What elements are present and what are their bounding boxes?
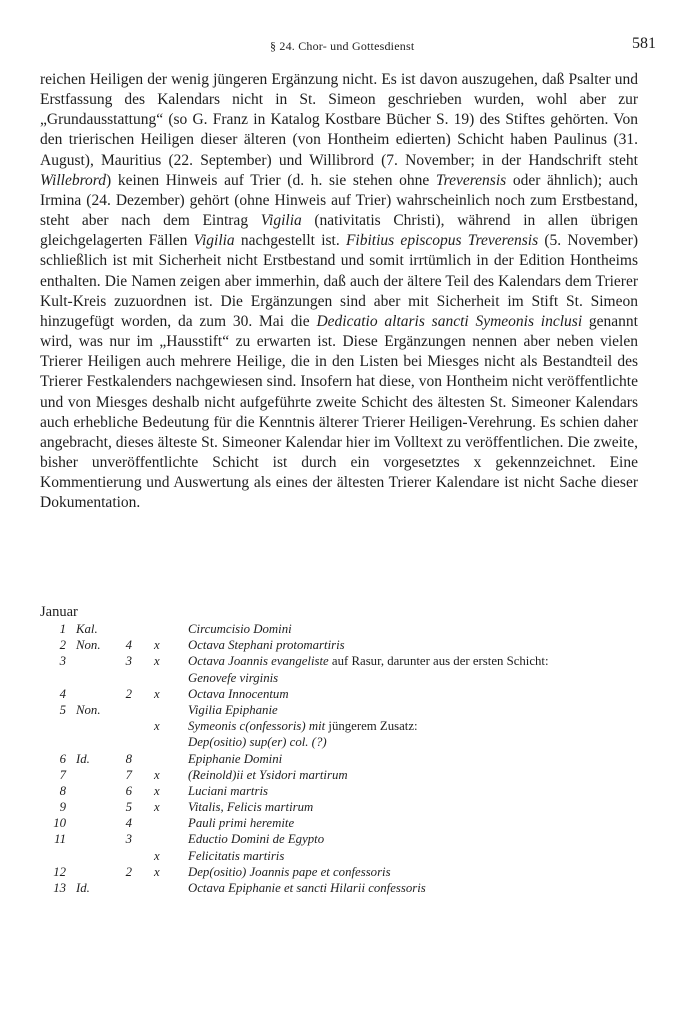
calendar-count: 6 (125, 783, 132, 798)
italic-text: Vitalis, Felicis martirum (188, 800, 314, 815)
calendar-entry (188, 768, 348, 783)
italic-text: Circumcisio Domini (188, 622, 292, 636)
second-layer-marker: x (154, 848, 160, 863)
second-layer-marker: x (154, 783, 160, 798)
italic-text: Willebrord (40, 171, 107, 189)
italic-text: Pauli primi heremite (188, 816, 295, 831)
calendar-count: 2 (125, 686, 132, 701)
calendar-table (0, 622, 700, 897)
calendar-day-number: 9 (59, 800, 66, 815)
italic-text: Octava Innocentum (188, 686, 289, 701)
second-layer-marker: x (154, 800, 160, 815)
italic-text: Octava Joannis evangeliste (188, 654, 329, 669)
calendar-roman-date: Non. (76, 638, 101, 653)
calendar-row (0, 735, 700, 751)
italic-text: Dedicatio altaris sancti Symeonis inclusi (316, 312, 583, 330)
calendar-count: 3 (125, 654, 132, 669)
italic-text: Fibitius episcopus Treverensis (345, 232, 539, 250)
body-text (40, 70, 638, 513)
second-layer-marker: x (154, 864, 160, 879)
italic-text: Felicitatis martiris (188, 848, 285, 863)
month-label: Januar (40, 604, 78, 620)
calendar-row (0, 832, 700, 848)
second-layer-marker: x (154, 686, 160, 701)
calendar-row (0, 703, 700, 719)
text-run: nachgestellt ist. (234, 232, 346, 250)
calendar-row (0, 687, 700, 703)
calendar-day-number: 5 (59, 702, 66, 717)
italic-text: Treverensis (435, 171, 507, 189)
calendar-day-number: 6 (59, 751, 66, 766)
calendar-entry (188, 703, 278, 718)
italic-text: (Reinold)ii et Ysidori martirum (188, 767, 348, 782)
italic-text: Vigilia Epiphanie (188, 702, 278, 717)
calendar-roman-date: Id. (76, 881, 90, 895)
italic-text: Symeonis c(onfessoris) mit (188, 719, 326, 734)
calendar-row (0, 719, 700, 735)
italic-text: Dep(ositio) Joannis pape et confessoris (188, 864, 391, 879)
calendar-row (0, 752, 700, 768)
calendar-entry (188, 638, 345, 653)
text-run: oder ähnlich); auch Irmina (24. Dezember) gehört (ohne Hinweis auf Trier) wahrscheinlich noch zum Erstbestand, steht aber nach dem Eintrag (40, 171, 638, 230)
calendar-count: 5 (125, 800, 132, 815)
running-title: § 24. Chor- und Gottesdienst (270, 39, 415, 53)
calendar-count: 8 (125, 751, 132, 766)
calendar-day-number: 7 (59, 767, 66, 782)
calendar-count: 3 (125, 832, 132, 847)
calendar-row (0, 881, 700, 897)
body-paragraph (40, 70, 638, 513)
calendar-entry (188, 735, 327, 750)
calendar-day-number: 4 (59, 686, 66, 701)
text-run: auf Rasur, darunter aus der ersten Schicht: (328, 654, 549, 669)
italic-text: Genovefe virginis (188, 670, 279, 685)
calendar-row (0, 622, 700, 638)
calendar-entry (188, 719, 418, 734)
text-run: genannt wird, was nur im „Hausstift“ zu erwarten ist. Diese Ergänzungen nennen aber neben vielen Trierer Heiligen auch mehrere Heilige, die in den Listen bei Miesges nicht als Bestandteil des Trierer Festkalenders nachgewiesen sind. Insofern hat diese, von Hontheim nicht veröffentlichte und von Miesges deshalb nicht aufgeführte zweite Schicht des ältesten St. Simeoner Kalendars auch erhebliche Bedeutung für die Kenntnis älterer Trierer Heiligen-Verehrung. Es schien daher angebracht, dieses älteste St. Simeoner Kalendar hier im Volltext zu veröffentlichen. Die zweite, bisher unveröffentlichte Schicht ist durch ein vorgesetztes x gekennzeichnet. Eine Kommentierung und Auswertung als eines der ältesten Trierer Kalendare ist nicht Sache dieser Dokumentation. (40, 312, 638, 512)
calendar-count: 4 (125, 638, 132, 653)
page-number: 581 (632, 35, 656, 52)
italic-text: Octava Epiphanie et sancti Hilarii confessoris (188, 881, 426, 895)
italic-text: Vigilia (260, 212, 302, 230)
calendar-count: 2 (125, 864, 132, 879)
calendar-row (0, 654, 700, 670)
calendar-day-number: 10 (53, 816, 66, 831)
italic-text: Luciani martris (188, 783, 268, 798)
calendar-row (0, 784, 700, 800)
second-layer-marker: x (154, 654, 160, 669)
calendar-entry (188, 849, 284, 864)
calendar-day-number: 8 (59, 783, 66, 798)
italic-text: Octava Stephani protomartiris (188, 638, 345, 653)
calendar-day-number: 2 (59, 638, 66, 653)
second-layer-marker: x (154, 638, 160, 653)
calendar-entry (188, 832, 324, 847)
calendar-count: 7 (125, 767, 132, 782)
calendar-row (0, 638, 700, 654)
calendar-entry (188, 816, 294, 831)
running-header (40, 36, 676, 56)
calendar-entry (188, 622, 292, 637)
italic-text: Eductio Domini de Egypto (188, 832, 325, 847)
text-run: (5. November) schließlich ist mit Sicherheit nicht Erstbestand und somit irrtümlich in der Edition Hontheims enthalten. Die Namen zeigen aber immerhin, daß auch der ältere Teil des Kalendars dem Trierer Kult-Kreis zuzuordnen ist. Die Ergänzungen sind aber mit Sicherheit im Stift St. Simeon hinzugefügt worden, da zum 30. Mai die (40, 232, 638, 330)
calendar-roman-date: Non. (76, 702, 101, 717)
text-run: jüngerem Zusatz: (325, 719, 418, 734)
calendar-day-number: 12 (53, 864, 66, 879)
calendar-row (0, 671, 700, 687)
calendar-row (0, 849, 700, 865)
calendar-entry (188, 865, 391, 880)
calendar-day-number: 3 (59, 654, 66, 669)
calendar-day-number: 1 (59, 622, 66, 636)
text-run: reichen Heiligen der wenig jüngeren Ergänzung nicht. Es ist davon auszugehen, daß Psalter und Erstfassung des Kalendars nicht in St. Simeon geschrieben wurden, wohl aber zur „Grundausstattung“ (so G. Franz in Katalog Kostbare Bücher S. 19) des Stiftes gehörten. Von den trierischen Heiligen dieser älteren (von Hontheim edierten) Schicht haben Paulinus (31. August), Mauritius (22. September) und Willibrord (7. November; in der Handschrift steht (40, 71, 638, 169)
second-layer-marker: x (154, 719, 160, 734)
calendar-row (0, 768, 700, 784)
calendar-day-number: 13 (53, 881, 66, 895)
calendar-row (0, 865, 700, 881)
text-run: ) keinen Hinweis auf Trier (d. h. sie stehen ohne (106, 171, 436, 189)
calendar-roman-date: Id. (76, 751, 90, 766)
calendar-entry (188, 881, 426, 896)
calendar-entry (188, 654, 549, 669)
calendar-entry (188, 752, 282, 767)
calendar-entry (188, 687, 289, 702)
calendar-entry (188, 784, 268, 799)
calendar-roman-date: Kal. (76, 622, 98, 636)
calendar-entry (188, 671, 278, 686)
italic-text: Dep(ositio) sup(er) col. (?) (188, 735, 327, 750)
italic-text: Epiphanie Domini (188, 751, 283, 766)
text-run: (nativitatis Christi), während in allen übrigen gleichgelagerten Fällen (40, 212, 638, 250)
calendar-row (0, 800, 700, 816)
calendar-count: 4 (125, 816, 132, 831)
calendar-day-number: 11 (54, 832, 66, 847)
calendar-entry (188, 800, 313, 815)
calendar-row (0, 816, 700, 832)
second-layer-marker: x (154, 767, 160, 782)
italic-text: Vigilia (193, 232, 235, 250)
